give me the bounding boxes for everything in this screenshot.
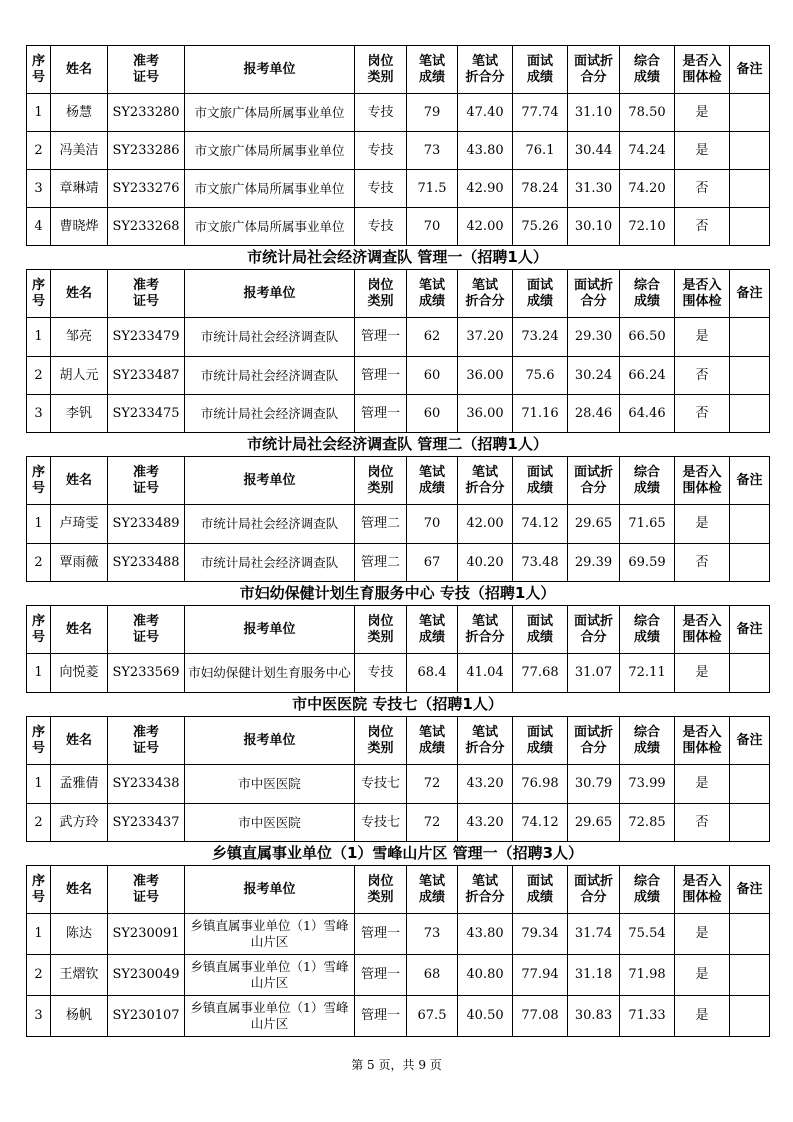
section-title: 市中医医院 专技七（招聘1人） bbox=[292, 695, 503, 713]
remarks bbox=[730, 94, 770, 132]
total-score: 74.24 bbox=[620, 132, 675, 170]
header-col-note: 备注 bbox=[730, 457, 770, 505]
header-col-post: 岗位 类别 bbox=[355, 270, 407, 318]
written-converted: 47.40 bbox=[458, 94, 513, 132]
remarks bbox=[730, 318, 770, 357]
written-score: 67.5 bbox=[407, 996, 458, 1037]
applied-unit: 市文旅广体局所属事业单位 bbox=[185, 170, 355, 208]
header-col-unit: 报考单位 bbox=[185, 717, 355, 765]
written-converted: 40.50 bbox=[458, 996, 513, 1037]
header-col-physical: 是否入 围体检 bbox=[675, 717, 730, 765]
candidate-name: 孟雅倩 bbox=[51, 765, 108, 804]
candidate-name: 卢琦雯 bbox=[51, 505, 108, 544]
table-row bbox=[27, 996, 770, 1037]
applied-unit: 市中医医院 bbox=[185, 765, 355, 804]
table-header-row bbox=[27, 46, 770, 94]
row-number: 3 bbox=[27, 996, 51, 1037]
written-score: 73 bbox=[407, 914, 458, 955]
applied-unit: 乡镇直属事业单位（1）雪峰山片区 bbox=[185, 996, 355, 1037]
candidate-name: 陈达 bbox=[51, 914, 108, 955]
written-converted: 40.20 bbox=[458, 544, 513, 582]
score-table bbox=[26, 456, 770, 582]
table-header-row bbox=[27, 866, 770, 914]
written-score: 70 bbox=[407, 208, 458, 246]
header-col-interview-conv: 面试折 合分 bbox=[568, 606, 620, 654]
header-col-note: 备注 bbox=[730, 46, 770, 94]
remarks bbox=[730, 804, 770, 842]
written-score: 68.4 bbox=[407, 654, 458, 693]
post-type: 管理一 bbox=[355, 955, 407, 996]
written-converted: 43.20 bbox=[458, 804, 513, 842]
applied-unit: 市统计局社会经济调查队 bbox=[185, 318, 355, 357]
interview-score: 77.08 bbox=[513, 996, 568, 1037]
written-score: 72 bbox=[407, 765, 458, 804]
interview-converted: 31.07 bbox=[568, 654, 620, 693]
remarks bbox=[730, 765, 770, 804]
remarks bbox=[730, 208, 770, 246]
row-number: 3 bbox=[27, 395, 51, 433]
table-header-row bbox=[27, 606, 770, 654]
written-score: 72 bbox=[407, 804, 458, 842]
remarks bbox=[730, 996, 770, 1037]
exam-number: SY230091 bbox=[108, 914, 185, 955]
physical-exam-status: 是 bbox=[675, 996, 730, 1037]
header-col-interview: 面试 成绩 bbox=[513, 457, 568, 505]
interview-converted: 31.30 bbox=[568, 170, 620, 208]
interview-converted: 29.65 bbox=[568, 804, 620, 842]
header-col-interview: 面试 成绩 bbox=[513, 717, 568, 765]
interview-converted: 31.18 bbox=[568, 955, 620, 996]
post-type: 专技 bbox=[355, 654, 407, 693]
interview-converted: 31.74 bbox=[568, 914, 620, 955]
post-type: 管理二 bbox=[355, 505, 407, 544]
header-col-physical: 是否入 围体检 bbox=[675, 457, 730, 505]
written-score: 79 bbox=[407, 94, 458, 132]
total-score: 64.46 bbox=[620, 395, 675, 433]
post-type: 管理一 bbox=[355, 996, 407, 1037]
header-col-name: 姓名 bbox=[51, 457, 108, 505]
remarks bbox=[730, 505, 770, 544]
candidate-name: 曹晓烨 bbox=[51, 208, 108, 246]
header-col-id: 准考 证号 bbox=[108, 866, 185, 914]
header-col-name: 姓名 bbox=[51, 270, 108, 318]
written-converted: 36.00 bbox=[458, 395, 513, 433]
physical-exam-status: 是 bbox=[675, 318, 730, 357]
exam-number: SY233475 bbox=[108, 395, 185, 433]
exam-number: SY233280 bbox=[108, 94, 185, 132]
interview-converted: 31.10 bbox=[568, 94, 620, 132]
document-page bbox=[26, 45, 769, 1037]
exam-number: SY233268 bbox=[108, 208, 185, 246]
total-score: 72.10 bbox=[620, 208, 675, 246]
row-number: 1 bbox=[27, 765, 51, 804]
header-col-post: 岗位 类别 bbox=[355, 717, 407, 765]
total-score: 78.50 bbox=[620, 94, 675, 132]
header-col-post: 岗位 类别 bbox=[355, 46, 407, 94]
applied-unit: 市统计局社会经济调查队 bbox=[185, 544, 355, 582]
table-header-row bbox=[27, 270, 770, 318]
score-table bbox=[26, 605, 770, 693]
candidate-name: 李钒 bbox=[51, 395, 108, 433]
written-score: 62 bbox=[407, 318, 458, 357]
header-col-unit: 报考单位 bbox=[185, 46, 355, 94]
applied-unit: 市统计局社会经济调查队 bbox=[185, 357, 355, 395]
applied-unit: 市统计局社会经济调查队 bbox=[185, 505, 355, 544]
interview-converted: 30.44 bbox=[568, 132, 620, 170]
total-score: 69.59 bbox=[620, 544, 675, 582]
header-col-physical: 是否入 围体检 bbox=[675, 270, 730, 318]
physical-exam-status: 否 bbox=[675, 208, 730, 246]
written-converted: 40.80 bbox=[458, 955, 513, 996]
header-col-written: 笔试 成绩 bbox=[407, 46, 458, 94]
total-score: 71.33 bbox=[620, 996, 675, 1037]
written-converted: 42.90 bbox=[458, 170, 513, 208]
header-col-total: 综合 成绩 bbox=[620, 866, 675, 914]
interview-score: 75.26 bbox=[513, 208, 568, 246]
header-col-unit: 报考单位 bbox=[185, 866, 355, 914]
written-converted: 42.00 bbox=[458, 505, 513, 544]
candidate-name: 章琳靖 bbox=[51, 170, 108, 208]
candidate-name: 邹亮 bbox=[51, 318, 108, 357]
candidate-name: 冯美洁 bbox=[51, 132, 108, 170]
header-col-written-conv: 笔试 折合分 bbox=[458, 606, 513, 654]
interview-score: 77.94 bbox=[513, 955, 568, 996]
header-col-written: 笔试 成绩 bbox=[407, 866, 458, 914]
header-col-written-conv: 笔试 折合分 bbox=[458, 866, 513, 914]
header-col-physical: 是否入 围体检 bbox=[675, 606, 730, 654]
candidate-name: 向悦菱 bbox=[51, 654, 108, 693]
applied-unit: 市中医医院 bbox=[185, 804, 355, 842]
total-score: 75.54 bbox=[620, 914, 675, 955]
interview-score: 75.6 bbox=[513, 357, 568, 395]
row-number: 1 bbox=[27, 654, 51, 693]
interview-converted: 30.83 bbox=[568, 996, 620, 1037]
post-type: 专技七 bbox=[355, 765, 407, 804]
exam-number: SY233489 bbox=[108, 505, 185, 544]
table-row bbox=[27, 765, 770, 804]
row-number: 1 bbox=[27, 505, 51, 544]
physical-exam-status: 是 bbox=[675, 132, 730, 170]
interview-converted: 29.39 bbox=[568, 544, 620, 582]
exam-number: SY230107 bbox=[108, 996, 185, 1037]
total-score: 66.24 bbox=[620, 357, 675, 395]
header-col-name: 姓名 bbox=[51, 606, 108, 654]
header-col-interview: 面试 成绩 bbox=[513, 606, 568, 654]
header-col-unit: 报考单位 bbox=[185, 457, 355, 505]
post-type: 专技 bbox=[355, 170, 407, 208]
header-col-written: 笔试 成绩 bbox=[407, 717, 458, 765]
total-score: 74.20 bbox=[620, 170, 675, 208]
header-col-written: 笔试 成绩 bbox=[407, 270, 458, 318]
score-table bbox=[26, 716, 770, 842]
header-col-note: 备注 bbox=[730, 606, 770, 654]
header-col-interview-conv: 面试折 合分 bbox=[568, 270, 620, 318]
header-col-interview-conv: 面试折 合分 bbox=[568, 457, 620, 505]
interview-converted: 30.24 bbox=[568, 357, 620, 395]
exam-number: SY233479 bbox=[108, 318, 185, 357]
row-number: 2 bbox=[27, 132, 51, 170]
physical-exam-status: 是 bbox=[675, 94, 730, 132]
header-col-name: 姓名 bbox=[51, 46, 108, 94]
interview-score: 73.24 bbox=[513, 318, 568, 357]
interview-score: 76.98 bbox=[513, 765, 568, 804]
row-number: 1 bbox=[27, 318, 51, 357]
interview-score: 77.68 bbox=[513, 654, 568, 693]
row-number: 1 bbox=[27, 94, 51, 132]
header-col-post: 岗位 类别 bbox=[355, 457, 407, 505]
header-col-no: 序 号 bbox=[27, 866, 51, 914]
remarks bbox=[730, 654, 770, 693]
header-col-total: 综合 成绩 bbox=[620, 270, 675, 318]
written-converted: 41.04 bbox=[458, 654, 513, 693]
section-title: 乡镇直属事业单位（1）雪峰山片区 管理一（招聘3人） bbox=[211, 844, 584, 862]
header-col-id: 准考 证号 bbox=[108, 717, 185, 765]
header-col-total: 综合 成绩 bbox=[620, 457, 675, 505]
applied-unit: 市妇幼保健计划生育服务中心 bbox=[185, 654, 355, 693]
written-score: 70 bbox=[407, 505, 458, 544]
applied-unit: 市文旅广体局所属事业单位 bbox=[185, 208, 355, 246]
header-col-interview: 面试 成绩 bbox=[513, 270, 568, 318]
header-col-total: 综合 成绩 bbox=[620, 717, 675, 765]
header-col-id: 准考 证号 bbox=[108, 606, 185, 654]
section-title: 市妇幼保健计划生育服务中心 专技（招聘1人） bbox=[239, 584, 556, 602]
row-number: 2 bbox=[27, 804, 51, 842]
written-converted: 42.00 bbox=[458, 208, 513, 246]
table-row bbox=[27, 804, 770, 842]
interview-converted: 30.79 bbox=[568, 765, 620, 804]
interview-converted: 30.10 bbox=[568, 208, 620, 246]
total-score: 73.99 bbox=[620, 765, 675, 804]
written-score: 68 bbox=[407, 955, 458, 996]
applied-unit: 乡镇直属事业单位（1）雪峰山片区 bbox=[185, 955, 355, 996]
exam-number: SY233487 bbox=[108, 357, 185, 395]
table-row bbox=[27, 955, 770, 996]
section-title: 市统计局社会经济调查队 管理二（招聘1人） bbox=[247, 435, 548, 453]
total-score: 72.11 bbox=[620, 654, 675, 693]
score-table bbox=[26, 269, 770, 433]
row-number: 2 bbox=[27, 544, 51, 582]
applied-unit: 市统计局社会经济调查队 bbox=[185, 395, 355, 433]
page-footer: 第 5 页，共 9 页 bbox=[351, 1058, 442, 1072]
header-col-physical: 是否入 围体检 bbox=[675, 866, 730, 914]
post-type: 专技 bbox=[355, 208, 407, 246]
table-row bbox=[27, 914, 770, 955]
candidate-name: 覃雨薇 bbox=[51, 544, 108, 582]
physical-exam-status: 否 bbox=[675, 395, 730, 433]
header-col-total: 综合 成绩 bbox=[620, 46, 675, 94]
header-col-post: 岗位 类别 bbox=[355, 606, 407, 654]
section-title: 市统计局社会经济调查队 管理一（招聘1人） bbox=[247, 248, 548, 266]
candidate-name: 杨帆 bbox=[51, 996, 108, 1037]
remarks bbox=[730, 170, 770, 208]
header-col-id: 准考 证号 bbox=[108, 270, 185, 318]
header-col-id: 准考 证号 bbox=[108, 46, 185, 94]
header-col-unit: 报考单位 bbox=[185, 606, 355, 654]
interview-score: 71.16 bbox=[513, 395, 568, 433]
table-row bbox=[27, 94, 770, 132]
post-type: 管理一 bbox=[355, 318, 407, 357]
header-col-written: 笔试 成绩 bbox=[407, 606, 458, 654]
total-score: 71.98 bbox=[620, 955, 675, 996]
table-row bbox=[27, 654, 770, 693]
interview-score: 73.48 bbox=[513, 544, 568, 582]
written-score: 71.5 bbox=[407, 170, 458, 208]
score-table bbox=[26, 45, 770, 246]
header-col-interview: 面试 成绩 bbox=[513, 46, 568, 94]
header-col-written-conv: 笔试 折合分 bbox=[458, 270, 513, 318]
physical-exam-status: 是 bbox=[675, 914, 730, 955]
remarks bbox=[730, 132, 770, 170]
exam-number: SY233488 bbox=[108, 544, 185, 582]
applied-unit: 市文旅广体局所属事业单位 bbox=[185, 132, 355, 170]
header-col-written-conv: 笔试 折合分 bbox=[458, 46, 513, 94]
header-col-no: 序 号 bbox=[27, 606, 51, 654]
header-col-no: 序 号 bbox=[27, 46, 51, 94]
exam-number: SY233569 bbox=[108, 654, 185, 693]
physical-exam-status: 否 bbox=[675, 544, 730, 582]
header-col-no: 序 号 bbox=[27, 270, 51, 318]
written-converted: 43.80 bbox=[458, 914, 513, 955]
post-type: 管理一 bbox=[355, 395, 407, 433]
physical-exam-status: 否 bbox=[675, 170, 730, 208]
post-type: 专技 bbox=[355, 94, 407, 132]
exam-number: SY233437 bbox=[108, 804, 185, 842]
header-col-interview-conv: 面试折 合分 bbox=[568, 717, 620, 765]
header-col-written-conv: 笔试 折合分 bbox=[458, 457, 513, 505]
interview-score: 78.24 bbox=[513, 170, 568, 208]
written-score: 67 bbox=[407, 544, 458, 582]
header-col-written: 笔试 成绩 bbox=[407, 457, 458, 505]
header-col-note: 备注 bbox=[730, 717, 770, 765]
written-score: 60 bbox=[407, 395, 458, 433]
interview-score: 76.1 bbox=[513, 132, 568, 170]
physical-exam-status: 是 bbox=[675, 765, 730, 804]
header-col-no: 序 号 bbox=[27, 457, 51, 505]
interview-score: 77.74 bbox=[513, 94, 568, 132]
physical-exam-status: 否 bbox=[675, 357, 730, 395]
interview-converted: 29.65 bbox=[568, 505, 620, 544]
table-row bbox=[27, 132, 770, 170]
header-col-written-conv: 笔试 折合分 bbox=[458, 717, 513, 765]
header-col-interview-conv: 面试折 合分 bbox=[568, 866, 620, 914]
written-converted: 37.20 bbox=[458, 318, 513, 357]
row-number: 1 bbox=[27, 914, 51, 955]
table-row bbox=[27, 208, 770, 246]
table-row bbox=[27, 505, 770, 544]
score-table bbox=[26, 865, 770, 1037]
interview-score: 74.12 bbox=[513, 505, 568, 544]
total-score: 66.50 bbox=[620, 318, 675, 357]
header-col-total: 综合 成绩 bbox=[620, 606, 675, 654]
table-row bbox=[27, 318, 770, 357]
candidate-name: 武方玲 bbox=[51, 804, 108, 842]
interview-score: 74.12 bbox=[513, 804, 568, 842]
header-col-note: 备注 bbox=[730, 866, 770, 914]
header-col-post: 岗位 类别 bbox=[355, 866, 407, 914]
applied-unit: 市文旅广体局所属事业单位 bbox=[185, 94, 355, 132]
total-score: 71.65 bbox=[620, 505, 675, 544]
exam-number: SY230049 bbox=[108, 955, 185, 996]
post-type: 专技七 bbox=[355, 804, 407, 842]
written-converted: 43.20 bbox=[458, 765, 513, 804]
written-converted: 43.80 bbox=[458, 132, 513, 170]
header-col-physical: 是否入 围体检 bbox=[675, 46, 730, 94]
candidate-name: 王熠钦 bbox=[51, 955, 108, 996]
total-score: 72.85 bbox=[620, 804, 675, 842]
header-col-id: 准考 证号 bbox=[108, 457, 185, 505]
candidate-name: 杨慧 bbox=[51, 94, 108, 132]
table-row bbox=[27, 395, 770, 433]
physical-exam-status: 是 bbox=[675, 955, 730, 996]
header-col-name: 姓名 bbox=[51, 717, 108, 765]
candidate-name: 胡人元 bbox=[51, 357, 108, 395]
physical-exam-status: 否 bbox=[675, 804, 730, 842]
header-col-interview-conv: 面试折 合分 bbox=[568, 46, 620, 94]
table-row bbox=[27, 170, 770, 208]
row-number: 2 bbox=[27, 955, 51, 996]
remarks bbox=[730, 395, 770, 433]
remarks bbox=[730, 914, 770, 955]
table-header-row bbox=[27, 717, 770, 765]
row-number: 2 bbox=[27, 357, 51, 395]
written-score: 73 bbox=[407, 132, 458, 170]
table-row bbox=[27, 357, 770, 395]
header-col-no: 序 号 bbox=[27, 717, 51, 765]
applied-unit: 乡镇直属事业单位（1）雪峰山片区 bbox=[185, 914, 355, 955]
physical-exam-status: 是 bbox=[675, 654, 730, 693]
physical-exam-status: 是 bbox=[675, 505, 730, 544]
header-col-interview: 面试 成绩 bbox=[513, 866, 568, 914]
interview-score: 79.34 bbox=[513, 914, 568, 955]
table-header-row bbox=[27, 457, 770, 505]
row-number: 4 bbox=[27, 208, 51, 246]
written-score: 60 bbox=[407, 357, 458, 395]
remarks bbox=[730, 544, 770, 582]
row-number: 3 bbox=[27, 170, 51, 208]
header-col-name: 姓名 bbox=[51, 866, 108, 914]
post-type: 管理一 bbox=[355, 914, 407, 955]
header-col-note: 备注 bbox=[730, 270, 770, 318]
interview-converted: 28.46 bbox=[568, 395, 620, 433]
header-col-unit: 报考单位 bbox=[185, 270, 355, 318]
exam-number: SY233276 bbox=[108, 170, 185, 208]
written-converted: 36.00 bbox=[458, 357, 513, 395]
table-row bbox=[27, 544, 770, 582]
post-type: 管理一 bbox=[355, 357, 407, 395]
interview-converted: 29.30 bbox=[568, 318, 620, 357]
exam-number: SY233438 bbox=[108, 765, 185, 804]
post-type: 管理二 bbox=[355, 544, 407, 582]
exam-number: SY233286 bbox=[108, 132, 185, 170]
post-type: 专技 bbox=[355, 132, 407, 170]
remarks bbox=[730, 357, 770, 395]
remarks bbox=[730, 955, 770, 996]
